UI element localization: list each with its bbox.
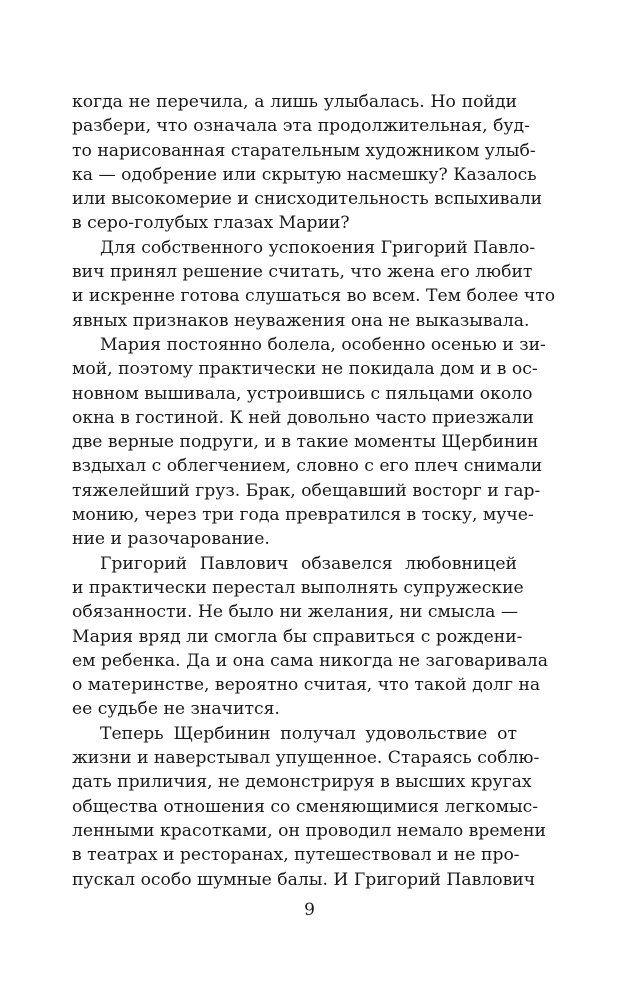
text-line: пускал особо шумные балы. И Григорий Павлович — [72, 869, 536, 890]
text-line: разбери, что означала эта продолжительная, буд- — [72, 116, 530, 137]
text-line: или высокомерие и снисходительность вспыхивали — [72, 189, 543, 210]
text-line: и искренне готова слушаться во всем. Тем более что — [72, 286, 556, 307]
text-line: ленными красотками, он проводил немало времени — [72, 820, 546, 841]
body-text — [72, 90, 556, 892]
text-line: мой, поэтому практически не покидала дом и в ос- — [72, 359, 538, 380]
text-line: общества отношения со сменяющимися легкомыс- — [72, 796, 539, 817]
text-line: Для собственного успокоения Григорий Павло- — [100, 237, 536, 258]
text-line: о материнстве, вероятно считая, что такой долг на — [72, 675, 541, 696]
text-line: в серо-голубых глазах Марии? — [72, 213, 350, 234]
page-number: 9 — [304, 900, 315, 920]
text-line: дать приличия, не демонстрируя в высших кругах — [72, 772, 532, 793]
text-line: вич принял решение считать, что жена его любит — [72, 262, 533, 283]
text-line: в театрах и ресторанах, путешествовал и не про- — [72, 845, 520, 866]
paragraph — [72, 722, 546, 892]
paragraph — [72, 236, 556, 333]
text-line: жизни и наверстывал упущенное. Стараясь соблю- — [72, 748, 540, 769]
text-line: Теперь Щербинин получал удовольствие от — [100, 723, 517, 744]
text-line: монию, через три года превратился в тоску, муче- — [72, 505, 534, 526]
text-line: когда не перечила, а лишь улыбалась. Но пойди — [72, 92, 517, 112]
text-line: Григорий Павлович обзавелся любовницей — [100, 553, 517, 574]
text-line: явных признаков неуважения она не выказывала. — [72, 310, 530, 331]
text-line: то нарисованная старательным художником улыб- — [72, 140, 536, 161]
paragraph — [72, 333, 546, 552]
text-line: ние и разочарование. — [72, 529, 270, 550]
text-line: обязанности. Не было ни желания, ни смысла — — [72, 602, 519, 623]
text-line: вздыхал с облегчением, словно с его плеч снимали — [72, 456, 543, 477]
paragraph — [72, 90, 543, 236]
text-line: ем ребенка. Да и она сама никогда не заговаривала — [72, 650, 548, 671]
paragraph — [72, 552, 548, 722]
text-line: две верные подруги, и в такие моменты Щербинин — [72, 432, 539, 453]
text-line: тяжелейший груз. Брак, обещавший восторг и гар- — [72, 480, 541, 501]
text-line: новном вышивала, устроившись с пяльцами около — [72, 383, 533, 404]
text-line: ее судьбе не значится. — [72, 699, 280, 720]
text-line: окна в гостиной. К ней довольно часто приезжали — [72, 407, 534, 428]
text-line: ка — одобрение или скрытую насмешку? Казалось — [72, 164, 537, 185]
text-line: Мария постоянно болела, особенно осенью и зи- — [100, 334, 546, 355]
text-line: Мария вряд ли смогла бы справиться с рождени- — [72, 626, 523, 647]
text-line: и практически перестал выполнять супружеские — [72, 577, 524, 598]
